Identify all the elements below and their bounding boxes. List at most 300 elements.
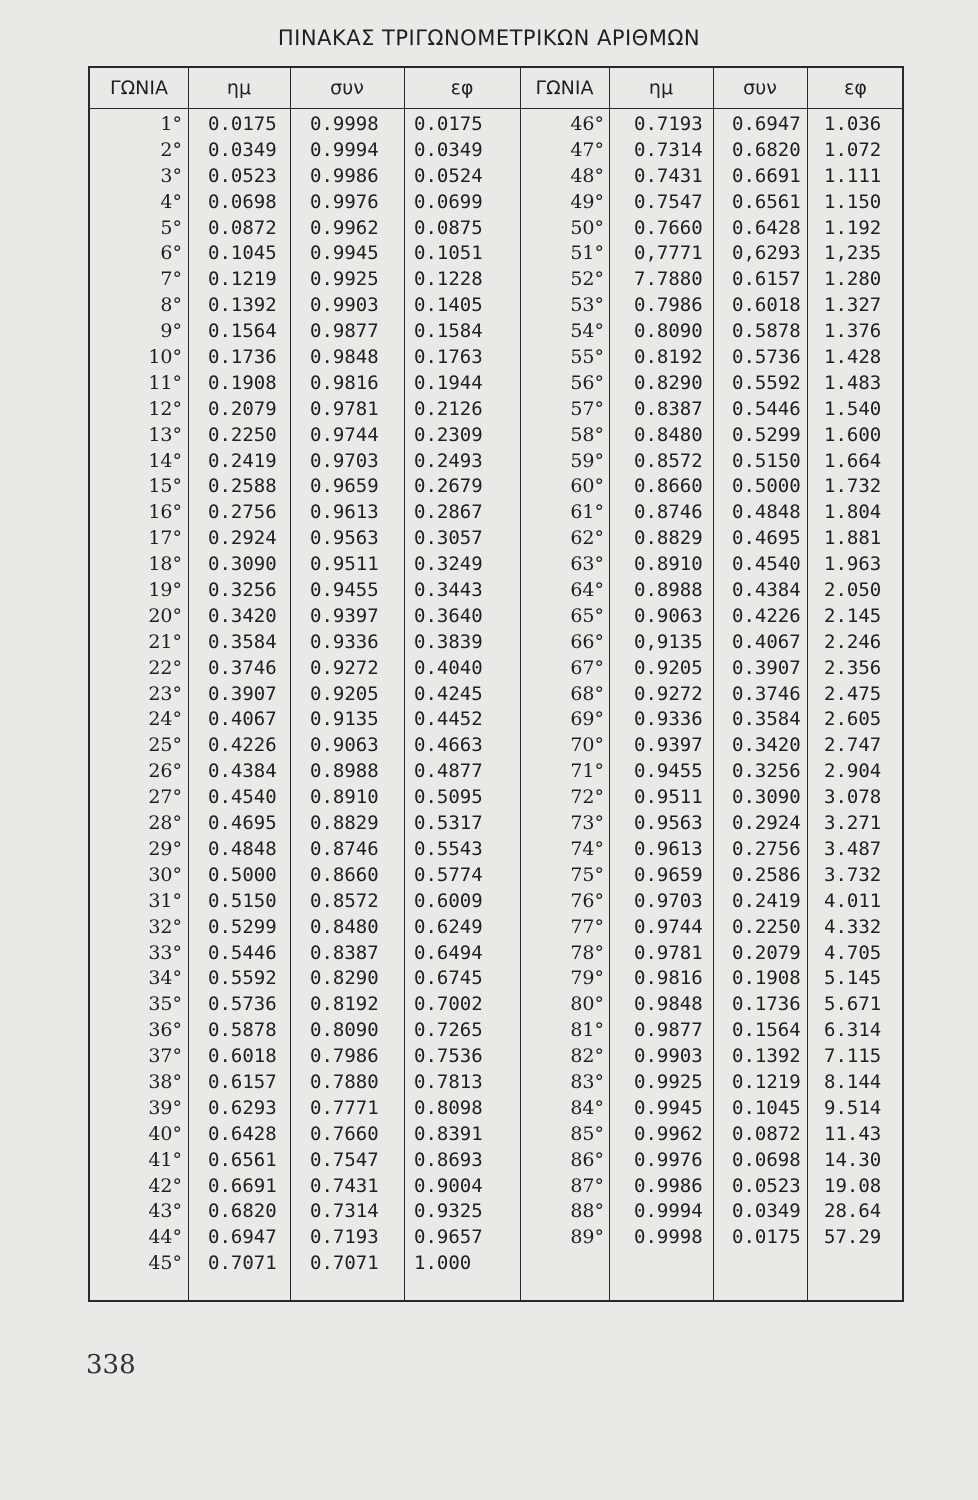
angle-cell: 56° — [570, 371, 604, 394]
cos-cell: 0.2250 — [732, 915, 801, 938]
angle-cell: 27° — [148, 786, 182, 809]
angle-cell: 88° — [570, 1200, 604, 1223]
sin-cell: 0.8910 — [634, 553, 703, 576]
angle-cell: 46° — [570, 113, 604, 135]
cos-cell: 0.9816 — [310, 371, 379, 394]
tan-cell: 1.192 — [824, 216, 882, 239]
tan-cell: 0.3640 — [414, 604, 483, 627]
cos-cell: 0.7193 — [310, 1226, 379, 1249]
tan-cell: 1.483 — [824, 371, 882, 394]
tan-cell: 2.475 — [824, 682, 882, 705]
sin-cell: 0.4540 — [208, 786, 277, 809]
angle-cell: 34° — [148, 967, 182, 990]
angle-cell: 58° — [570, 423, 604, 446]
angle-cell: 44° — [148, 1226, 182, 1249]
sin-cell: 0.0349 — [208, 138, 277, 161]
angle-cell: 59° — [570, 449, 604, 472]
angle-cell: 75° — [570, 863, 604, 886]
angle-cell: 3° — [160, 164, 182, 187]
cos-cell: 0.5592 — [732, 371, 801, 394]
angle-cell: 21° — [148, 630, 182, 653]
angle-cell: 86° — [570, 1148, 604, 1171]
cos-cell: 0.8910 — [310, 786, 379, 809]
sin-cell: 0.3746 — [208, 656, 277, 679]
cos-cell: 0.9877 — [310, 320, 379, 343]
cos-cell: 0.2924 — [732, 812, 801, 835]
angle-cell: 36° — [148, 1019, 182, 1042]
angle-cell: 1° — [160, 113, 182, 135]
angle-cell: 4° — [160, 190, 182, 213]
tan-cell: 0.0175 — [414, 113, 483, 135]
angle-cell: 26° — [148, 760, 182, 783]
angle-cell: 53° — [570, 294, 604, 317]
cos-cell: 0.1219 — [732, 1070, 801, 1093]
sin-cell: 0.9994 — [634, 1200, 703, 1223]
cos-cell: 0,6293 — [732, 242, 801, 265]
header-angle-left: ΓΩΝΙΑ — [110, 77, 168, 99]
cos-cell: 0.5150 — [732, 449, 801, 472]
sin-cell: 0.9397 — [634, 734, 703, 757]
tan-cell: 0.0349 — [414, 138, 483, 161]
tan-cell: 4.011 — [824, 889, 882, 912]
cos-cell: 0.8660 — [310, 863, 379, 886]
sin-cell: 0.7660 — [634, 216, 703, 239]
angle-cell: 43° — [148, 1200, 182, 1223]
sin-cell: 0.9848 — [634, 993, 703, 1016]
angle-cell: 11° — [148, 371, 182, 394]
tan-cell: 0.6745 — [414, 967, 483, 990]
cos-cell: 0.4540 — [732, 553, 801, 576]
cos-cell: 0.0523 — [732, 1174, 801, 1197]
angle-cell: 25° — [148, 734, 182, 757]
angle-cell: 62° — [570, 527, 604, 550]
angle-cell: 42° — [148, 1174, 182, 1197]
tan-cell: 0.2867 — [414, 501, 483, 524]
cos-cell: 0.6947 — [732, 113, 801, 135]
cos-cell: 0.0349 — [732, 1200, 801, 1223]
sin-cell: 0.9063 — [634, 604, 703, 627]
sin-cell: 0.0698 — [208, 190, 277, 213]
sin-cell: 7.7880 — [634, 268, 703, 291]
cos-cell: 0.8746 — [310, 837, 379, 860]
tan-cell: 19.08 — [824, 1174, 882, 1197]
cos-cell: 0.9903 — [310, 294, 379, 317]
cos-cell: 0.9659 — [310, 475, 379, 498]
tan-cell: 11.43 — [824, 1122, 882, 1145]
sin-cell: 0.1045 — [208, 242, 277, 265]
cos-cell: 0.9945 — [310, 242, 379, 265]
sin-cell: 0.4695 — [208, 812, 277, 835]
sin-cell: 0.6820 — [208, 1200, 277, 1223]
angle-cell: 5° — [160, 216, 182, 239]
sin-cell: 0.1219 — [208, 268, 277, 291]
header-cos-right: συν — [743, 77, 777, 99]
tan-cell: 0.3839 — [414, 630, 483, 653]
tan-cell: 1.376 — [824, 320, 882, 343]
sin-cell: 0.9781 — [634, 941, 703, 964]
tan-cell: 0.2493 — [414, 449, 483, 472]
right-tan-column — [818, 112, 902, 1251]
tan-cell: 4.332 — [824, 915, 882, 938]
tan-cell: 0.9325 — [414, 1200, 483, 1223]
angle-cell: 81° — [570, 1019, 604, 1042]
angle-cell: 60° — [570, 475, 604, 498]
angle-cell: 55° — [570, 346, 604, 369]
cos-cell: 0.7660 — [310, 1122, 379, 1145]
cos-cell: 0.9986 — [310, 164, 379, 187]
tan-cell: 0.3249 — [414, 553, 483, 576]
right-cos-column — [726, 112, 806, 1251]
sin-cell: 0.5000 — [208, 863, 277, 886]
tan-cell: 0.1944 — [414, 371, 483, 394]
sin-cell: 0.4384 — [208, 760, 277, 783]
sin-cell: 0.8387 — [634, 397, 703, 420]
tan-cell: 0.0875 — [414, 216, 483, 239]
angle-cell: 2° — [160, 138, 182, 161]
cos-cell: 0.0175 — [732, 1226, 801, 1249]
angle-cell: 35° — [148, 993, 182, 1016]
tan-cell: 3.487 — [824, 837, 882, 860]
sin-cell: 0.7193 — [634, 113, 703, 135]
cos-cell: 0.6157 — [732, 268, 801, 291]
sin-cell: 0,7771 — [634, 242, 703, 265]
angle-cell: 72° — [570, 786, 604, 809]
tan-cell: 3.732 — [824, 863, 882, 886]
header-divider — [90, 108, 902, 109]
tan-cell: 0.4663 — [414, 734, 483, 757]
angle-cell: 47° — [570, 138, 604, 161]
header-tan-right: εφ — [844, 77, 867, 99]
angle-cell: 45° — [148, 1252, 182, 1275]
cos-cell: 0.6561 — [732, 190, 801, 213]
sin-cell: 0.9925 — [634, 1070, 703, 1093]
angle-cell: 65° — [570, 604, 604, 627]
cos-cell: 0.9848 — [310, 346, 379, 369]
tan-cell: 1.881 — [824, 527, 882, 550]
sin-cell: 0.6157 — [208, 1070, 277, 1093]
cos-cell: 0.5000 — [732, 475, 801, 498]
angle-cell: 87° — [570, 1174, 604, 1197]
tan-cell: 0.7002 — [414, 993, 483, 1016]
cos-cell: 0.7986 — [310, 1045, 379, 1068]
tan-cell: 1.600 — [824, 423, 882, 446]
cos-cell: 0.9272 — [310, 656, 379, 679]
cos-cell: 0.7771 — [310, 1096, 379, 1119]
sin-cell: 0.4848 — [208, 837, 277, 860]
tan-cell: 0.1584 — [414, 320, 483, 343]
tan-cell: 7.115 — [824, 1045, 882, 1068]
cos-cell: 0.7314 — [310, 1200, 379, 1223]
tan-cell: 0.5317 — [414, 812, 483, 835]
cos-cell: 0.5736 — [732, 346, 801, 369]
sin-cell: 0.9903 — [634, 1045, 703, 1068]
tan-cell: 3.078 — [824, 786, 882, 809]
tan-cell: 0.2126 — [414, 397, 483, 420]
sin-cell: 0.8480 — [634, 423, 703, 446]
angle-cell: 32° — [148, 915, 182, 938]
cos-cell: 0.4848 — [732, 501, 801, 524]
sin-cell: 0.9511 — [634, 786, 703, 809]
cos-cell: 0.9976 — [310, 190, 379, 213]
left-tan-column — [408, 112, 516, 1277]
angle-cell: 7° — [160, 268, 182, 291]
tan-cell: 5.671 — [824, 993, 882, 1016]
cos-cell: 0.8387 — [310, 941, 379, 964]
sin-cell: 0.7314 — [634, 138, 703, 161]
tan-cell: 0.3443 — [414, 579, 483, 602]
angle-cell: 31° — [148, 889, 182, 912]
sin-cell: 0.9205 — [634, 656, 703, 679]
column-divider — [520, 68, 521, 1300]
angle-cell: 16° — [148, 501, 182, 524]
cos-cell: 0.1736 — [732, 993, 801, 1016]
sin-cell: 0.7986 — [634, 294, 703, 317]
sin-cell: 0.9962 — [634, 1122, 703, 1145]
angle-cell: 80° — [570, 993, 604, 1016]
sin-cell: 0.2419 — [208, 449, 277, 472]
header-sin-right: ημ — [648, 77, 674, 99]
cos-cell: 0.4067 — [732, 630, 801, 653]
sin-cell: 0.5299 — [208, 915, 277, 938]
sin-cell: 0.9998 — [634, 1226, 703, 1249]
angle-cell: 78° — [570, 941, 604, 964]
angle-cell: 61° — [570, 501, 604, 524]
tan-cell: 2.246 — [824, 630, 882, 653]
column-divider — [188, 68, 189, 1300]
left-cos-column — [304, 112, 402, 1277]
tan-cell: 1.000 — [414, 1252, 472, 1275]
tan-cell: 1.280 — [824, 268, 882, 291]
angle-cell: 40° — [148, 1122, 182, 1145]
tan-cell: 0.4877 — [414, 760, 483, 783]
cos-cell: 0.4695 — [732, 527, 801, 550]
angle-cell: 37° — [148, 1045, 182, 1068]
tan-cell: 0.5774 — [414, 863, 483, 886]
sin-cell: 0.2924 — [208, 527, 277, 550]
cos-cell: 0.8192 — [310, 993, 379, 1016]
tan-cell: 1.804 — [824, 501, 882, 524]
sin-cell: 0.1392 — [208, 294, 277, 317]
left-sin-column — [202, 112, 292, 1277]
sin-cell: 0.2250 — [208, 423, 277, 446]
cos-cell: 0.8988 — [310, 760, 379, 783]
sin-cell: 0.9816 — [634, 967, 703, 990]
tan-cell: 2.145 — [824, 604, 882, 627]
tan-cell: 0.7813 — [414, 1070, 483, 1093]
sin-cell: 0.1736 — [208, 346, 277, 369]
angle-cell: 28° — [148, 812, 182, 835]
table-title: ΠΙΝΑΚΑΣ ΤΡΙΓΩΝΟΜΕΤΡΙΚΩΝ ΑΡΙΘΜΩΝ — [277, 26, 701, 50]
column-divider — [807, 68, 808, 1300]
sin-cell: 0.7431 — [634, 164, 703, 187]
column-divider — [713, 68, 714, 1300]
cos-cell: 0.8480 — [310, 915, 379, 938]
angle-cell: 9° — [160, 320, 182, 343]
tan-cell: 4.705 — [824, 941, 882, 964]
tan-cell: 28.64 — [824, 1200, 882, 1223]
angle-cell: 8° — [160, 294, 182, 317]
tan-cell: 9.514 — [824, 1096, 882, 1119]
tan-cell: 1,235 — [824, 242, 882, 265]
tan-cell: 1.327 — [824, 294, 882, 317]
cos-cell: 0.9744 — [310, 423, 379, 446]
angle-cell: 48° — [570, 164, 604, 187]
page-number: 338 — [86, 1350, 136, 1380]
angle-cell: 50° — [570, 216, 604, 239]
cos-cell: 0.9063 — [310, 734, 379, 757]
tan-cell: 0.5095 — [414, 786, 483, 809]
column-divider — [609, 68, 610, 1300]
sin-cell: 0.3420 — [208, 604, 277, 627]
tan-cell: 5.145 — [824, 967, 882, 990]
cos-cell: 0.8090 — [310, 1019, 379, 1042]
tan-cell: 0.8693 — [414, 1148, 483, 1171]
cos-cell: 0.9781 — [310, 397, 379, 420]
cos-cell: 0.3256 — [732, 760, 801, 783]
angle-cell: 19° — [148, 579, 182, 602]
cos-cell: 0.6820 — [732, 138, 801, 161]
tan-cell: 1.072 — [824, 138, 882, 161]
sin-cell: 0.5150 — [208, 889, 277, 912]
cos-cell: 0.8290 — [310, 967, 379, 990]
cos-cell: 0.7431 — [310, 1174, 379, 1197]
angle-cell: 71° — [570, 760, 604, 783]
cos-cell: 0.9998 — [310, 113, 379, 135]
tan-cell: 0.6009 — [414, 889, 483, 912]
header-angle-right: ΓΩΝΙΑ — [535, 77, 594, 99]
angle-cell: 57° — [570, 397, 604, 420]
angle-cell: 12° — [148, 397, 182, 420]
sin-cell: 0.9976 — [634, 1148, 703, 1171]
sin-cell: 0.5446 — [208, 941, 277, 964]
cos-cell: 0.8572 — [310, 889, 379, 912]
cos-cell: 0.2419 — [732, 889, 801, 912]
tan-cell: 0.2309 — [414, 423, 483, 446]
tan-cell: 0.1405 — [414, 294, 483, 317]
sin-cell: 0.9272 — [634, 682, 703, 705]
angle-cell: 52° — [570, 268, 604, 291]
tan-cell: 0.1051 — [414, 242, 483, 265]
sin-cell: 0.7071 — [208, 1252, 277, 1275]
tan-cell: 0.3057 — [414, 527, 483, 550]
cos-cell: 0.9563 — [310, 527, 379, 550]
tan-cell: 0.6494 — [414, 941, 483, 964]
tan-cell: 0.0699 — [414, 190, 483, 213]
angle-cell: 79° — [570, 967, 604, 990]
angle-cell: 82° — [570, 1045, 604, 1068]
cos-cell: 0.3584 — [732, 708, 801, 731]
angle-cell: 89° — [570, 1226, 604, 1249]
angle-cell: 38° — [148, 1070, 182, 1093]
right-sin-column — [628, 112, 712, 1251]
cos-cell: 0.6018 — [732, 294, 801, 317]
left-angle-column — [90, 112, 182, 1277]
cos-cell: 0.5878 — [732, 320, 801, 343]
sin-cell: 0.9336 — [634, 708, 703, 731]
cos-cell: 0.3420 — [732, 734, 801, 757]
cos-cell: 0.9455 — [310, 579, 379, 602]
angle-cell: 41° — [148, 1148, 182, 1171]
sin-cell: 0.6947 — [208, 1226, 277, 1249]
cos-cell: 0.9925 — [310, 268, 379, 291]
angle-cell: 73° — [570, 812, 604, 835]
cos-cell: 0.9613 — [310, 501, 379, 524]
cos-cell: 0.9994 — [310, 138, 379, 161]
column-divider — [404, 68, 405, 1300]
tan-cell: 0.7536 — [414, 1045, 483, 1068]
sin-cell: 0.8090 — [634, 320, 703, 343]
tan-cell: 2.904 — [824, 760, 882, 783]
sin-cell: 0.6293 — [208, 1096, 277, 1119]
angle-cell: 39° — [148, 1096, 182, 1119]
cos-cell: 0.9511 — [310, 553, 379, 576]
tan-cell: 1.428 — [824, 346, 882, 369]
tan-cell: 0.0524 — [414, 164, 483, 187]
tan-cell: 2.050 — [824, 579, 882, 602]
sin-cell: 0.9455 — [634, 760, 703, 783]
sin-cell: 0.3584 — [208, 630, 277, 653]
sin-cell: 0.9986 — [634, 1174, 703, 1197]
sin-cell: 0.2079 — [208, 397, 277, 420]
sin-cell: 0.8192 — [634, 346, 703, 369]
angle-cell: 18° — [148, 553, 182, 576]
angle-cell: 22° — [148, 656, 182, 679]
angle-cell: 23° — [148, 682, 182, 705]
sin-cell: 0.9563 — [634, 812, 703, 835]
sin-cell: 0.6561 — [208, 1148, 277, 1171]
cos-cell: 0.2079 — [732, 941, 801, 964]
angle-cell: 13° — [148, 423, 182, 446]
cos-cell: 0.2586 — [732, 863, 801, 886]
tan-cell: 1.540 — [824, 397, 882, 420]
sin-cell: 0.5736 — [208, 993, 277, 1016]
angle-cell: 30° — [148, 863, 182, 886]
sin-cell: 0.2588 — [208, 475, 277, 498]
header-sin-left: ημ — [226, 77, 252, 99]
sin-cell: 0.4067 — [208, 708, 277, 731]
tan-cell: 0.4040 — [414, 656, 483, 679]
angle-cell: 15° — [148, 475, 182, 498]
angle-cell: 66° — [570, 630, 604, 653]
angle-cell: 70° — [570, 734, 604, 757]
sin-cell: 0.0175 — [208, 113, 277, 135]
tan-cell: 0.2679 — [414, 475, 483, 498]
tan-cell: 0.1763 — [414, 346, 483, 369]
cos-cell: 0.9703 — [310, 449, 379, 472]
tan-cell: 0.8391 — [414, 1122, 483, 1145]
angle-cell: 20° — [148, 604, 182, 627]
tan-cell: 57.29 — [824, 1226, 882, 1249]
sin-cell: 0.5592 — [208, 967, 277, 990]
tan-cell: 1.664 — [824, 449, 882, 472]
cos-cell: 0.2756 — [732, 837, 801, 860]
sin-cell: 0,9135 — [634, 630, 703, 653]
cos-cell: 0.9135 — [310, 708, 379, 731]
cos-cell: 0.0698 — [732, 1148, 801, 1171]
cos-cell: 0.7547 — [310, 1148, 379, 1171]
cos-cell: 0.1045 — [732, 1096, 801, 1119]
tan-cell: 0.1228 — [414, 268, 483, 291]
header-tan-left: εφ — [450, 77, 474, 99]
sin-cell: 0.6428 — [208, 1122, 277, 1145]
cos-cell: 0.9397 — [310, 604, 379, 627]
sin-cell: 0.2756 — [208, 501, 277, 524]
sin-cell: 0.1908 — [208, 371, 277, 394]
sin-cell: 0.9945 — [634, 1096, 703, 1119]
cos-cell: 0.1392 — [732, 1045, 801, 1068]
tan-cell: 1.150 — [824, 190, 882, 213]
sin-cell: 0.9703 — [634, 889, 703, 912]
